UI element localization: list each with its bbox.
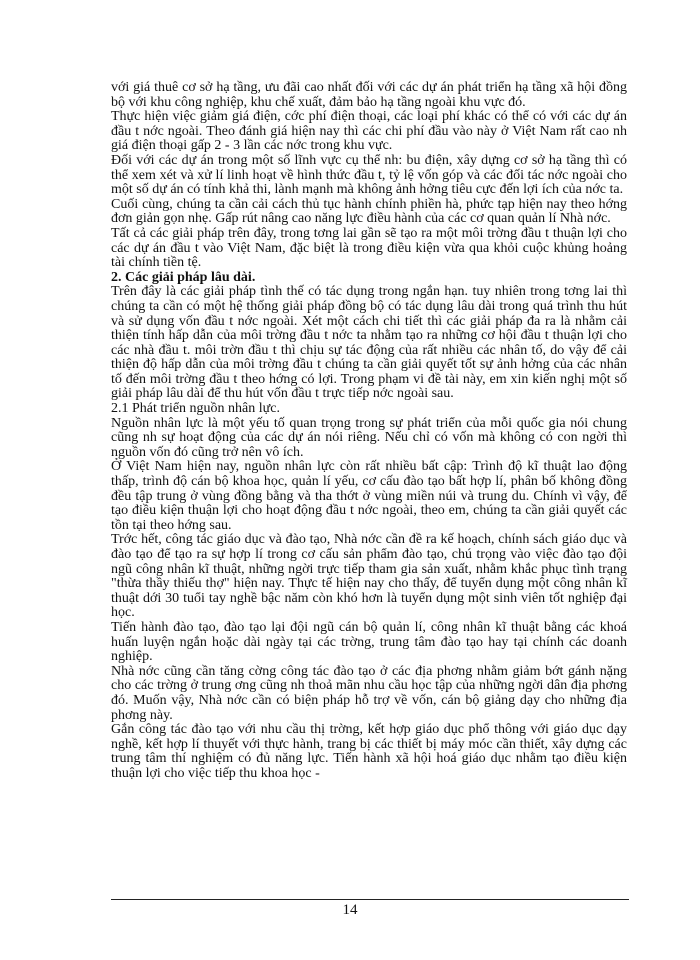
section-heading: 2. Các giải pháp lâu dài.: [111, 269, 256, 285]
footer-divider: [111, 899, 629, 900]
paragraph-continuation: với giá thuê cơ sở hạ tầng, ưu đãi cao nhất đối với các dự án phát triển hạ tầng xã hội đồng bộ với khu công nghiệp, khu chế xuất, đảm bảo hạ tầng ngoài khu vực đó.: [111, 80, 627, 110]
paragraph-summary: Tất cả các giải pháp trên đây, trong tơng lai gần sẽ tạo ra một môi trờng đầu t thuận lợi cho các dự án đầu t vào Việt Nam, đặc biệt là trong điều kiện vừa qua khỏi cuộc khủng hoảng tài chính tiền tệ.: [111, 225, 627, 271]
paragraph-long-term-intro: Trên đây là các giải pháp tình thế có tác dụng trong ngắn hạn. tuy nhiên trong tơng lai thì chúng ta cần có một hệ thống giải pháp đồng bộ có tác dụng lâu dài trong quá trình thu hút và sử dụng vốn đầu t nớc ngoài. Xét một cách chi tiết thì các giải pháp đa ra là nhằm cải thiện tính hấp dẫn của môi trờng đầu t nớc ta nhằm tạo ra những cơ hội đầu t thuận lợi cho các nhà đầu t. môi trờn đầu t thì chịu sự tác động của rất nhiều các nhân tố, do vậy để cải thiện độ hấp dẫn của môi trờng đầu t chúng ta cần giải quyết tốt sự ảnh hởng của các nhân tố đến môi trờng đầu t theo hớng có lợi. Trong phạm vi đề tài này, em xin kiến nghị một số giải pháp lâu dài để thu hút vốn đầu t trực tiếp nớc ngoài sau.: [111, 284, 627, 402]
paragraph-specific-sectors: Đối với các dự án trong một số lĩnh vực cụ thể nh: bu điện, xây dựng cơ sở hạ tầng thì có thể xem xét và xử lí linh hoạt về hình thức đầu t, tỷ lệ vốn góp và các đối tác nớc ngoài cho một số dự án có tính khả thi, lành mạnh mà không ảnh hởng tiêu cực đến lợi ích của nớc ta.: [111, 152, 627, 198]
page-number: 14: [342, 902, 358, 918]
paragraph-utility-costs: Thực hiện việc giảm giá điện, cớc phí điện thoại, các loại phí khác có thể có với các dự án đầu t nớc ngoài. Theo đánh giá hiện nay thì các chi phí đầu vào này ở Việt Nam rất cao nh giá điện thoại gấp 2 - 3 lần các nớc trong khu vực.: [111, 109, 627, 154]
paragraph-local-training: Nhà nớc cũng cần tăng cờng công tác đào tạo ở các địa phơng nhằm giảm bớt gánh nặng cho các trờng ở trung ơng cũng nh thoả mãn nhu cầu học tập của những ngời dân địa phơng đó. Muốn vậy, Nhà nớc cần có biện pháp hỗ trợ về vốn, cán bộ giảng dạy cho những địa phơng này.: [111, 663, 627, 723]
paragraph-education-policy: Trớc hết, công tác giáo dục và đào tạo, Nhà nớc cần đề ra kế hoạch, chính sách giáo dục và đào tạo để tạo ra sự hợp lí trong cơ cấu sản phẩm đào tạo, chú trọng vào việc đào tạo đội ngũ công nhân kĩ thuật, những ngời trực tiếp tham gia sản xuất, nhằm khắc phục tình trạng "thừa thầy thiếu thợ" hiện nay. Thực tế hiện nay cho thấy, để tuyển dụng một công nhân kĩ thuật dới 30 tuổi tay nghề bậc năm còn khó hơn là tuyển dụng một sinh viên tốt nghiệp đại học.: [111, 532, 627, 621]
paragraph-human-resources: Nguồn nhân lực là một yếu tố quan trọng trong sự phát triển của mỗi quốc gia nói chung cũng nh sự hoạt động của các dự án nói riêng. Nếu chỉ có vốn mà không có con ngời thì nguồn vốn đó cũng trở nên vô ích.: [111, 415, 627, 460]
paragraph-admin-reform: Cuối cùng, chúng ta cần cải cách thủ tục hành chính phiền hà, phức tạp hiện nay theo hớng đơn giản gọn nhẹ. Gấp rút nâng cao năng lực điều hành của các cơ quan quản lí Nhà nớc.: [111, 196, 627, 227]
page-body: [111, 81, 627, 782]
paragraph-retraining: Tiến hành đào tạo, đào tạo lại đội ngũ cán bộ quản lí, công nhân kĩ thuật bằng các khoá huấn luyện ngắn hoặc dài ngày tại các trờng, trung tâm đào tạo hay tại chính các doanh nghiệp.: [111, 619, 627, 665]
paragraph-vietnam-shortcomings: Ở Việt Nam hiện nay, nguồn nhân lực còn rất nhiều bất cập: Trình độ kĩ thuật lao động thấp, trình độ cán bộ khoa học, quản lí yếu, cơ cấu đào tạo bất hợp lí, phân bố không đồng đều tập trung ở vùng đồng bằng và tha thớt ở vùng miền núi và trung du. Chính vì vậy, để tạo điều kiện thuận lợi cho hoạt động đầu t nớc ngoài, theo em, chúng ta cần giải quyết các tồn tại theo hớng sau.: [111, 459, 627, 533]
paragraph-market-linked-training: Gắn công tác đào tạo với nhu cầu thị trờng, kết hợp giáo dục phổ thông với giáo dục dạy nghề, kết hợp lí thuyết với thực hành, trang bị các thiết bị máy móc cần thiết, xây dựng các trung tâm thí nghiệm có đủ năng lực. Tiến hành xã hội hoá giáo dục nhằm tạo điều kiện thuận lợi cho việc tiếp thu khoa học -: [111, 722, 627, 781]
subsection-heading: 2.1 Phát triển nguồn nhân lực.: [111, 401, 280, 417]
